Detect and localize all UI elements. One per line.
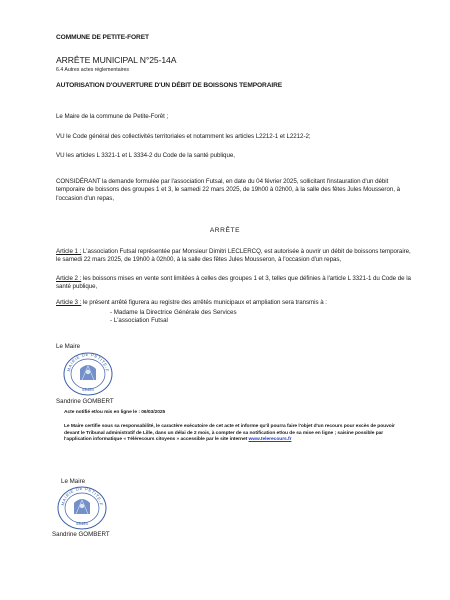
arrete-number: ARRÊTE MUNICIPAL N°25-14A: [56, 55, 177, 65]
signature-2-name: Sandrine GOMBERT: [52, 531, 110, 538]
seal-2-code: 59494: [76, 521, 88, 526]
recipient-dgs: - Madame la Directrice Générale des Services: [110, 309, 237, 316]
vu-cgct: VU le Code général des collectivités territoriales et notamment les articles L2212-1 et L2212-2;: [56, 133, 311, 140]
signature-1-label: Le Maire: [56, 343, 81, 350]
seal-2-text: MAIRIE DE PETITE-F: [60, 486, 104, 507]
mairie-seal-1: [62, 352, 114, 396]
telerecours-link[interactable]: www.telerecours.fr: [248, 437, 292, 443]
mairie-seal-2: [56, 486, 108, 530]
notification-date: Acte notifié et/ou mis en ligne le : 06/03/2025: [64, 410, 166, 415]
legal-notice: [64, 424, 404, 444]
arrete-subcategory: 6.4 Autres actes réglementaires: [56, 67, 129, 73]
article-1: [56, 248, 412, 265]
seal-1-text: MAIRIE DE PETITE-F: [66, 352, 110, 373]
article-2-text: les boissons mises en vente sont limitées à celles des groupes 1 et 3, telles que définies à l'article L 3321-1 du Code de la santé publique,: [56, 275, 411, 291]
arrete-object: AUTORISATION D'OUVERTURE D'UN DÉBIT DE BOISSONS TEMPORAIRE: [56, 82, 283, 89]
arrete-title: ARRÊTE: [209, 227, 241, 234]
vu-sante-publique: VU les articles L 3321-1 et L 3334-2 du Code de la santé publique,: [56, 152, 235, 159]
mayor-line: Le Maire de la commune de Petite-Forêt ;: [56, 113, 169, 120]
article-2-label: Article 2 :: [56, 275, 82, 282]
article-3-text: le présent arrêté figurera au registre des arrêtés municipaux et ampliation sera transmis à :: [81, 299, 327, 306]
legal-notice-text: Le Maire certifie sous sa responsabilité, le caractère exécutoire de cet acte et informe qu'il pourra faire l'objet d'un recours pour excès de pouvoir devant le Tribunal administratif de Lille, dans un délai de 2 mois, à compter de sa notification et/ou de sa mise en ligne ; saisine possible par l'application informatique « Télérecours citoyens » accessible par le site internet: [64, 424, 395, 443]
article-2: [56, 275, 412, 292]
signature-2-label: Le Maire: [61, 478, 86, 485]
recipient-futsal: - L'association Futsal: [110, 317, 168, 324]
seal-1-code: 59494: [82, 387, 94, 392]
article-1-label: Article 1 :: [56, 248, 82, 255]
commune-name: COMMUNE DE PETITE-FORET: [56, 34, 149, 41]
article-3: [56, 299, 412, 307]
signature-1-name: Sandrine GOMBERT: [56, 398, 114, 405]
article-1-text: L'association Futsal représentée par Monsieur Dimitri LECLERCQ, est autorisée à ouvrir un débit de boissons temporaire, le samedi 22 mars 2025, de 19h00 à 02h00, à la salle des fêtes Jules Mousseron, à l'occasion d'un repas,: [56, 248, 411, 264]
considerant-paragraph: CONSIDÉRANT la demande formulée par l'association Futsal, en date du 04 février 2025, sollicitant l'instauration d'un débit temporaire de boissons des groupes 1 et 3, le samedi 22 mars 2025, de 19h00 à 02h00, à la salle des fêtes Jules Mousseron, à l'occasion d'un repas,: [56, 178, 400, 202]
article-3-label: Article 3 :: [56, 299, 82, 306]
